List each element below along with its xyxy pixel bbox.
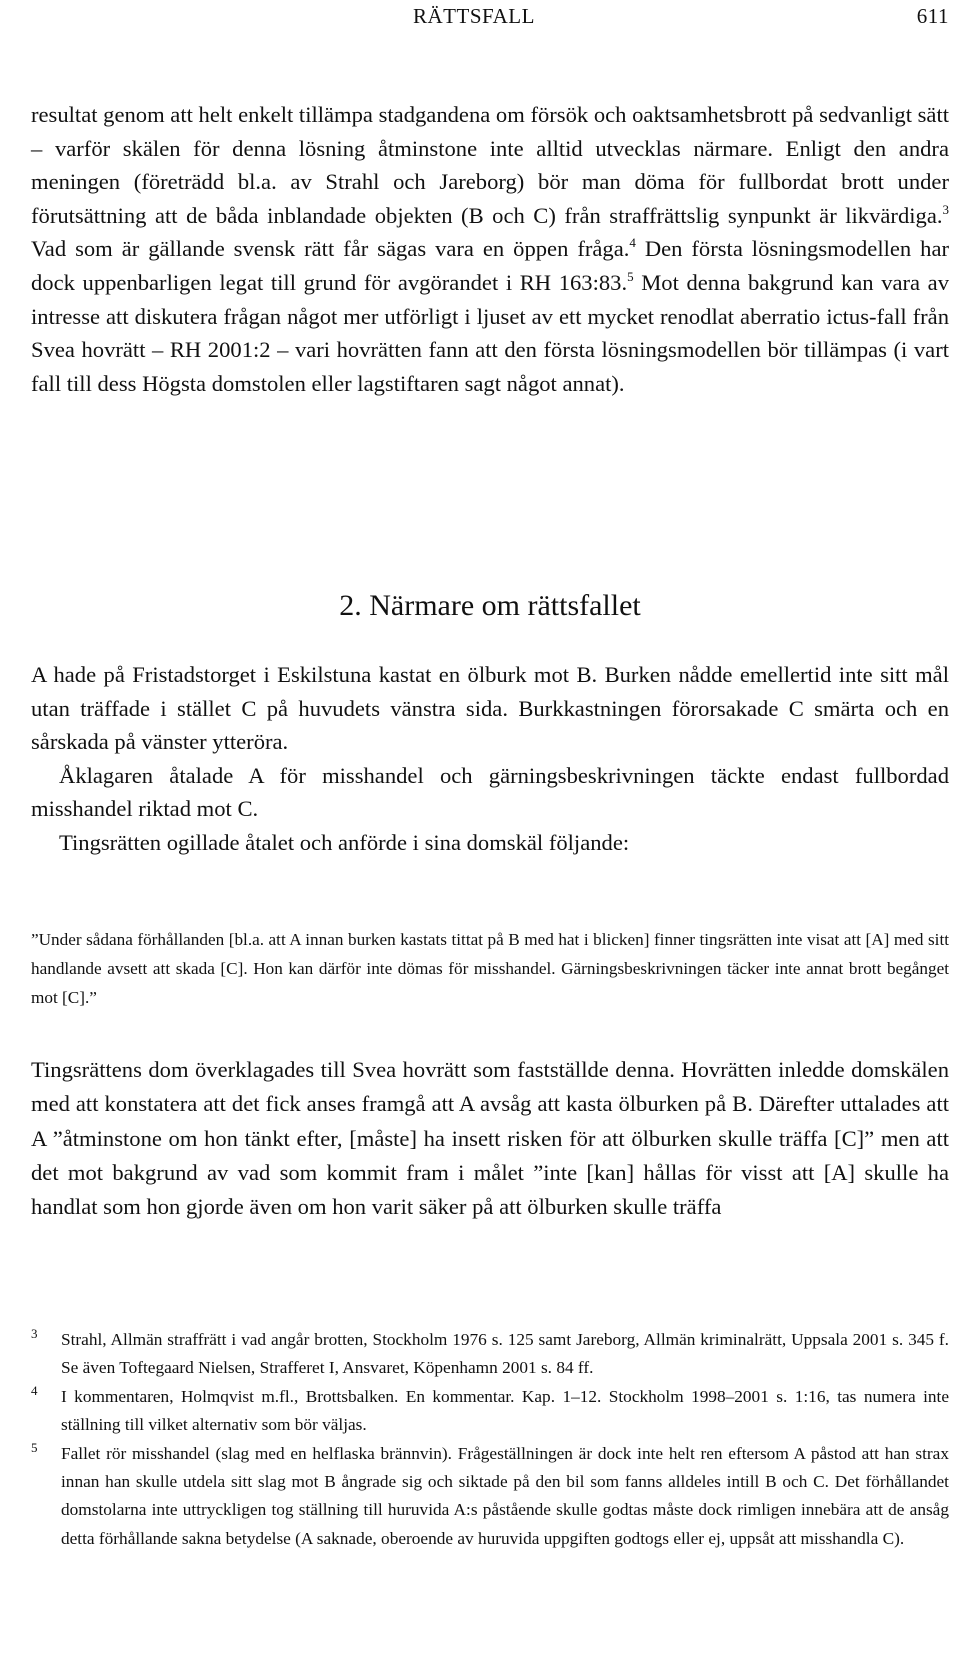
paragraph-text: Vad som är gällande svensk rätt får sägas vara en öppen fråga. xyxy=(31,236,630,262)
paragraph-text: Den första lösningsmodellen har dock uppenbarligen legat till grund för avgörandet i RH 163:83. xyxy=(31,236,949,295)
footnote-ref-5: 5 xyxy=(627,268,634,284)
footnotes xyxy=(31,1326,949,1553)
footnote-4 xyxy=(31,1383,949,1440)
paragraph-line: A hade på Fristadstorget i Eskilstuna kastat en ölburk mot B. Burken nådde emellertid inte sitt mål utan träffade i stället C på huvudets vänstra sida. Burkkastningen förorsakade C smärta och en sårskada på vänster ytteröra. xyxy=(31,662,949,755)
footnote-number: 3 xyxy=(31,1326,38,1341)
footnote-5 xyxy=(31,1440,949,1554)
footnote-number: 4 xyxy=(31,1382,38,1398)
footnote-number: 5 xyxy=(31,1439,38,1455)
block-quote: ”Under sådana förhållanden [bl.a. att A innan burken kastats tittat på B med hat i blicken] finner tingsrätten inte visat att [A] med sitt handlande avsett att skada [C]. Hon kan därför inte dömas för misshandel. Gärningsbeskrivningen täcker inte annat brott begånget mot [C].” xyxy=(31,930,949,1007)
footnote-ref-3: 3 xyxy=(942,201,949,217)
paragraph-text: resultat genom att helt enkelt tillämpa stadgandena om försök och oaktsamhetsbrott på sedvanligt sätt – varför skälen för denna lösning åtminstone inte alltid utvecklas närmare. Enligt den andra meningen (företrädd bl.a. av Strahl och Jareborg) bör man döma för fullbordat brott under förutsättning att de båda inblandade objekten (B och C) från straffrättslig synpunkt är likvärdiga. xyxy=(31,102,949,228)
body-paragraph-1 xyxy=(31,98,949,400)
footnote-ref-4: 4 xyxy=(629,235,636,251)
footnote-3 xyxy=(31,1326,949,1383)
running-header xyxy=(31,4,949,34)
section-heading: 2. Närmare om rättsfallet xyxy=(339,589,641,622)
body-paragraph-3: Tingsrättens dom överklagades till Svea hovrätt som fastställde denna. Hovrätten inledde domskälen med att konstatera att det fick anses framgå att A avsåg att kasta ölburken på B. Därefter uttalades att A ”åtminstone om hon tänkt efter, [måste] ha insett risken för att ölburken skulle träffa [C]” men att det mot bakgrund av vad som kommit fram i målet ”inte [kan] hållas för visst att [A] skulle ha handlat som hon gjorde även om hon varit säker på att ölburken skulle träffa xyxy=(31,1057,949,1220)
footnote-text: Strahl, Allmän straffrätt i vad angår brotten, Stockholm 1976 s. 125 samt Jareborg, Allmän kriminalrätt, Uppsala 2001 s. 345 f. Se även Toftegaard Nielsen, Strafferet I, Ansvaret, Köpenhamn 2001 s. 84 ff. xyxy=(61,1330,949,1378)
footnote-text: Fallet rör misshandel (slag med en helflaska brännvin). Frågeställningen är dock inte helt ren eftersom A påstod att han strax innan han skulle utdela sitt slag mot B ångrade sig och siktade på den bil som fanns alldeles intill B och C. Det förhållandet domstolarna inte uttryckligen tog ställning till huruvida A:s påstående skulle godtas måste dock rimligen innebära att de ansåg detta förhållande sakna betydelse (A saknade, oberoende av huruvida uppgiften godtogs eller ej, uppsåt att misshandla C). xyxy=(61,1443,949,1548)
body-paragraph-2 xyxy=(31,658,949,860)
page-number: 611 xyxy=(916,4,949,28)
paragraph-line: Åklagaren åtalade A för misshandel och gärningsbeskrivningen täckte endast fullbordad misshandel riktad mot C. xyxy=(31,762,949,822)
paragraph-text: Mot denna bakgrund kan vara av intresse att diskutera frågan något mer utförligt i ljuset av ett mycket renodlat aberratio ictus-fall från Svea hovrätt – RH 2001:2 – vari hovrätten fann att den första lösningsmodellen bör tillämpas (i vart fall till dess Högsta domstolen eller lagstiftaren sagt något annat). xyxy=(31,269,949,396)
running-header-title: RÄTTSFALL xyxy=(413,4,535,28)
paragraph-line: Tingsrätten ogillade åtalet och anförde i sina domskäl följande: xyxy=(59,829,630,855)
footnote-text: I kommentaren, Holmqvist m.fl., Brottsbalken. En kommentar. Kap. 1–12. Stockholm 1998–2001 s. 1:16, tas numera inte ställning till vilket alternativ som bör väljas. xyxy=(61,1386,949,1435)
